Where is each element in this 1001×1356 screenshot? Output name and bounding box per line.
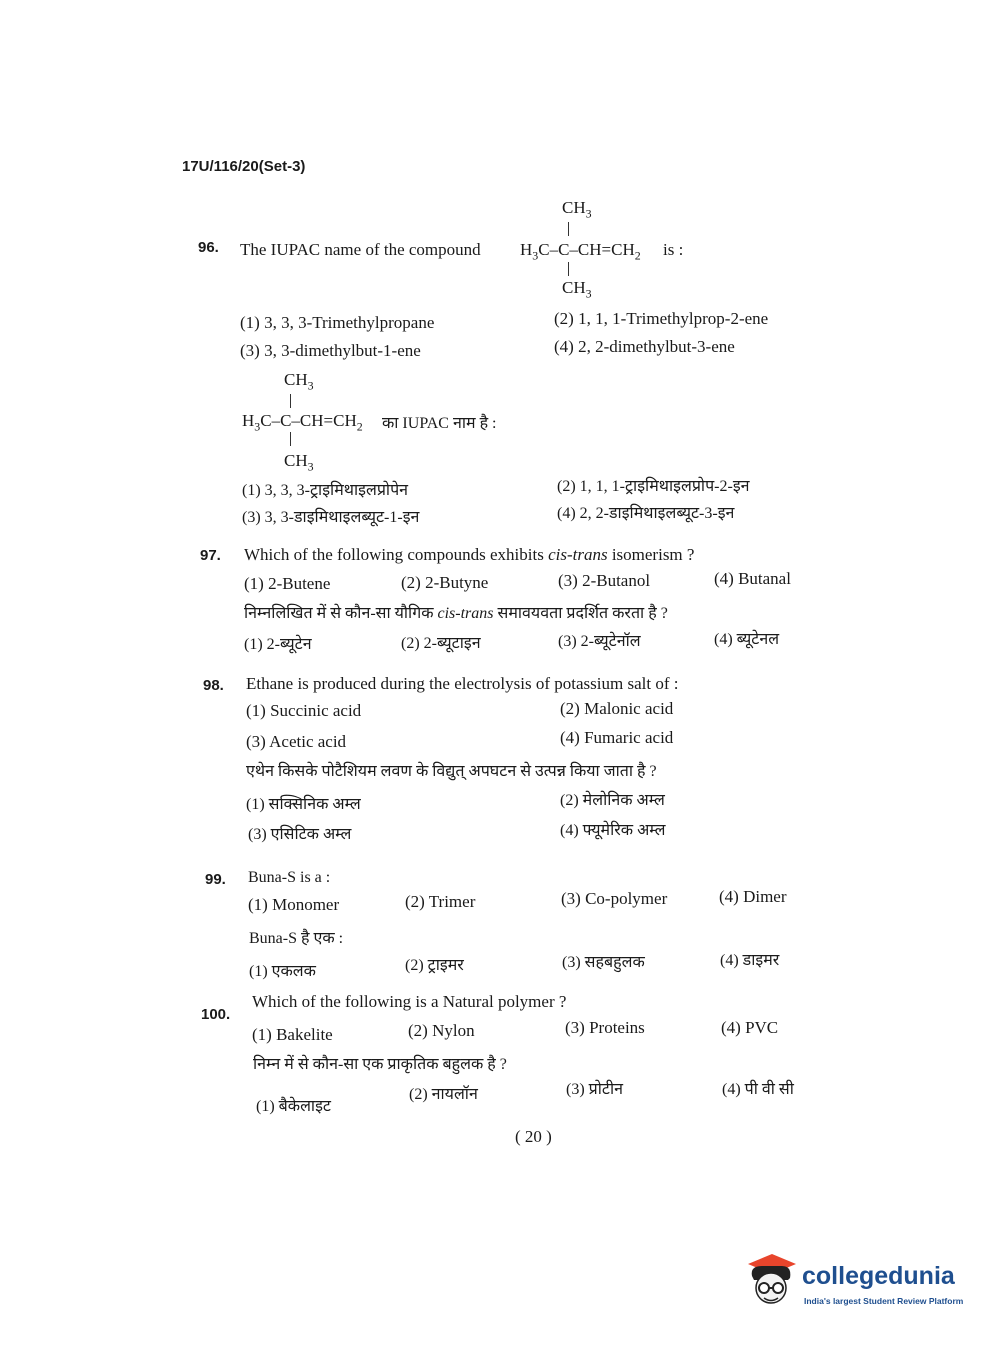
- option-hi-1: (1) सक्सिनिक अम्ल: [246, 796, 361, 813]
- option-en-1: (1) 3, 3, 3-Trimethylpropane: [240, 313, 435, 332]
- option-hi-1: (1) 3, 3, 3-ट्राइमिथाइलप्रोपेन: [242, 482, 409, 499]
- option-hi-4: (4) ब्यूटेनल: [714, 631, 780, 648]
- mascot-icon: [742, 1250, 800, 1312]
- formula-bottom-group: $CH_3$: [562, 278, 592, 301]
- option-en-1: (1) 2-Butene: [244, 574, 331, 593]
- option-hi-1: (1) एकलक: [249, 963, 316, 980]
- question-stem-hindi: निम्न में से कौन-सा एक प्राकृतिक बहुलक है ?: [253, 1056, 507, 1073]
- option-hi-2: (2) 1, 1, 1-ट्राइमिथाइलप्रोप-2-इन: [557, 478, 750, 495]
- option-hi-4: (4) फ्यूमेरिक अम्ल: [560, 822, 666, 839]
- option-hi-2: (2) नायलॉन: [409, 1086, 478, 1103]
- option-en-2: (2) 1, 1, 1-Trimethylprop-2-ene: [554, 309, 769, 328]
- option-en-1: (1) Monomer: [248, 895, 340, 914]
- option-en-2: (2) Nylon: [408, 1021, 475, 1040]
- option-en-3: (3) 2-Butanol: [558, 571, 651, 590]
- option-en-3: (3) Co-polymer: [561, 889, 668, 908]
- option-en-1: (1) Succinic acid: [246, 701, 362, 720]
- question-stem: Ethane is produced during the electrolysis of potassium salt of :: [246, 674, 679, 693]
- question-number: 96.: [198, 239, 219, 256]
- option-hi-4: (4) डाइमर: [720, 952, 780, 969]
- brand-name: collegedunia: [802, 1262, 955, 1290]
- question-stem-hindi: Buna-S है एक :: [249, 930, 344, 947]
- option-en-4: (4) Fumaric acid: [560, 728, 674, 747]
- collegedunia-logo: [742, 1250, 972, 1312]
- question-number: 99.: [205, 871, 226, 888]
- option-hi-4: (4) 2, 2-डाइमिथाइलब्यूट-3-इन: [557, 505, 735, 522]
- option-hi-1: (1) बैकेलाइट: [256, 1098, 331, 1115]
- option-en-4: (4) 2, 2-dimethylbut-3-ene: [554, 337, 735, 356]
- question-stem-hindi: एथेन किसके पोटैशियम लवण के विद्युत् अपघटन से उत्पन्न किया जाता है ?: [246, 763, 657, 780]
- formula-top-group: $CH_3$: [562, 198, 592, 221]
- option-hi-3: (3) सहबहुलक: [562, 954, 645, 971]
- paper-code: 17U/116/20(Set-3): [182, 158, 306, 175]
- option-en-4: (4) Dimer: [719, 887, 787, 906]
- question-stem: The IUPAC name of the compound: [240, 240, 481, 259]
- option-en-2: (2) Malonic acid: [560, 699, 674, 718]
- brand-tagline: India's largest Student Review Platform: [804, 1296, 964, 1306]
- question-stem: Which of the following compounds exhibits cis-trans isomerism ?: [244, 545, 695, 564]
- question-stem-hindi: निम्नलिखित में से कौन-सा यौगिक cis-trans समावयवता प्रदर्शित करता है ?: [244, 605, 668, 622]
- formula-main-chain: $H_3C-C-CH=CH_2$: [520, 240, 641, 263]
- option-en-3: (3) Acetic acid: [246, 732, 347, 751]
- option-en-2: (2) 2-Butyne: [401, 573, 489, 592]
- formula-bottom-group: $CH_3$: [284, 451, 314, 474]
- question-stem-hindi: का IUPAC नाम है :: [382, 415, 497, 432]
- question-suffix: is :: [663, 240, 684, 259]
- option-en-4: (4) Butanal: [714, 569, 791, 588]
- option-hi-1: (1) 2-ब्यूटेन: [244, 636, 312, 653]
- question-number: 98.: [203, 677, 224, 694]
- question-stem: Buna-S is a :: [248, 869, 331, 886]
- formula-top-group: $CH_3$: [284, 370, 314, 393]
- option-hi-2: (2) मेलोनिक अम्ल: [560, 792, 665, 809]
- option-hi-3: (3) एसिटिक अम्ल: [248, 826, 352, 843]
- option-en-2: (2) Trimer: [405, 892, 476, 911]
- option-en-3: (3) Proteins: [565, 1018, 645, 1037]
- option-en-4: (4) PVC: [721, 1018, 779, 1037]
- formula-main-chain: $H_3C-C-CH=CH_2$: [242, 411, 363, 434]
- option-en-1: (1) Bakelite: [252, 1025, 333, 1044]
- question-stem: Which of the following is a Natural polymer ?: [252, 992, 567, 1011]
- page-number: ( 20 ): [515, 1127, 552, 1146]
- question-number: 100.: [201, 1006, 231, 1023]
- option-hi-4: (4) पी वी सी: [722, 1081, 794, 1098]
- option-hi-3: (3) 2-ब्यूटेनॉल: [558, 633, 641, 650]
- option-hi-3: (3) 3, 3-डाइमिथाइलब्यूट-1-इन: [242, 509, 420, 526]
- option-hi-2: (2) ट्राइमर: [405, 957, 464, 974]
- option-en-3: (3) 3, 3-dimethylbut-1-ene: [240, 341, 421, 360]
- option-hi-2: (2) 2-ब्यूटाइन: [401, 635, 481, 652]
- option-hi-3: (3) प्रोटीन: [566, 1081, 623, 1098]
- question-number: 97.: [200, 547, 221, 564]
